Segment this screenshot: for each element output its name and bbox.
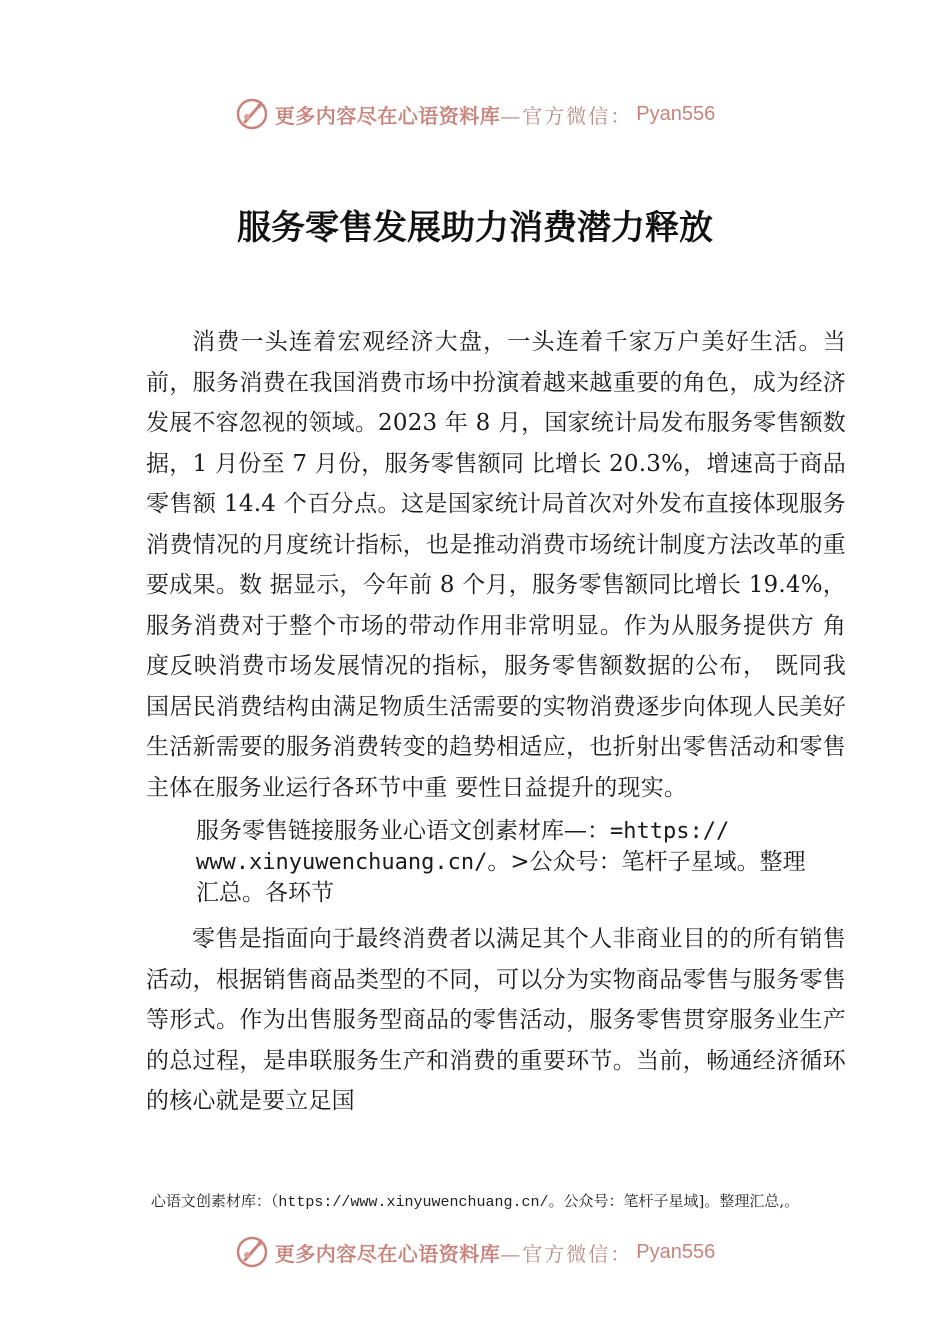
banner-wechat-label: —官方微信： xyxy=(500,1241,633,1266)
source-quote xyxy=(146,816,846,909)
footnote xyxy=(0,1190,950,1211)
banner-title: 更多内容尽在心语资料库 xyxy=(274,103,501,128)
document-body xyxy=(146,322,846,1122)
footnote-url: https://www.xinyuwenchuang.cn/ xyxy=(278,1194,549,1211)
quote-url-1: =https:// xyxy=(610,819,730,844)
banner-wechat-id: Pyan556 xyxy=(636,1240,716,1263)
paragraph-2: 零售是指面向于最终消费者以满足其个人非商业目的的所有销售活动，根据销售商品类型的不同，可以分为实物商品零售与服务零售等形式。作为出售服务型商品的零售活动，服务零售贯穿服务业生产的总过程，是串联服务生产和消费的重要环节。当前，畅通经济循环的核心就是要立足国 xyxy=(146,926,846,1114)
quote-text-3: 汇总。各环节 xyxy=(196,880,334,906)
pen-logo-icon xyxy=(235,97,269,131)
paragraph-1: 消费一头连着宏观经济大盘，一头连着千家万户美好生活。当前，服务消费在我国消费市场中扮演着越来越重要的角色，成为经济发展不容忽视的领域。2023 年 8 月，国家统计局发布服务零售额数据，1 月份至 7 月份，服务零售额同 比增长 20.3%，增速高于商品零售额 14.4 个百分点。这是国家统计局首次对外发布直接体现服务消费情况的月度统计指标，也是推动消费市场统计制度方法改革的重要成果。数 据显示，今年前 8 个月，服务零售额同比增长 19.4%，服务消费对于整个市场的带动作用非常明显。作为从服务提供方 角度反映消费市场发展情况的指标，服务零售额数据的公布， 既同我国居民消费结构由满足物质生活需要的实物消费逐步向体现人民美好生活新需要的服务消费转变的趋势相适应，也折射出零售活动和零售主体在服务业运行各环节中重 要性日益提升的现实。 xyxy=(146,329,846,801)
pen-logo-icon xyxy=(235,1235,269,1269)
document-title: 服务零售发展助力消费潜力释放 xyxy=(237,208,713,248)
footnote-suffix: 。公众号：笔杆子星域]。整理汇总,。 xyxy=(548,1192,800,1210)
banner-title: 更多内容尽在心语资料库 xyxy=(274,1241,501,1266)
footer-banner xyxy=(0,1232,950,1272)
header-banner xyxy=(0,94,950,134)
banner-wechat-id: Pyan556 xyxy=(636,102,716,125)
quote-text-2: 。>公众号：笔杆子星域。整理 xyxy=(487,849,806,875)
banner-wechat-label: —官方微信： xyxy=(500,103,633,128)
quote-text-1: 服务零售链接服务业心语文创素材库—： xyxy=(196,818,610,844)
quote-url-2: www.xinyuwenchuang.cn/ xyxy=(196,850,488,875)
footnote-prefix: 心语文创素材库：（ xyxy=(150,1192,279,1210)
